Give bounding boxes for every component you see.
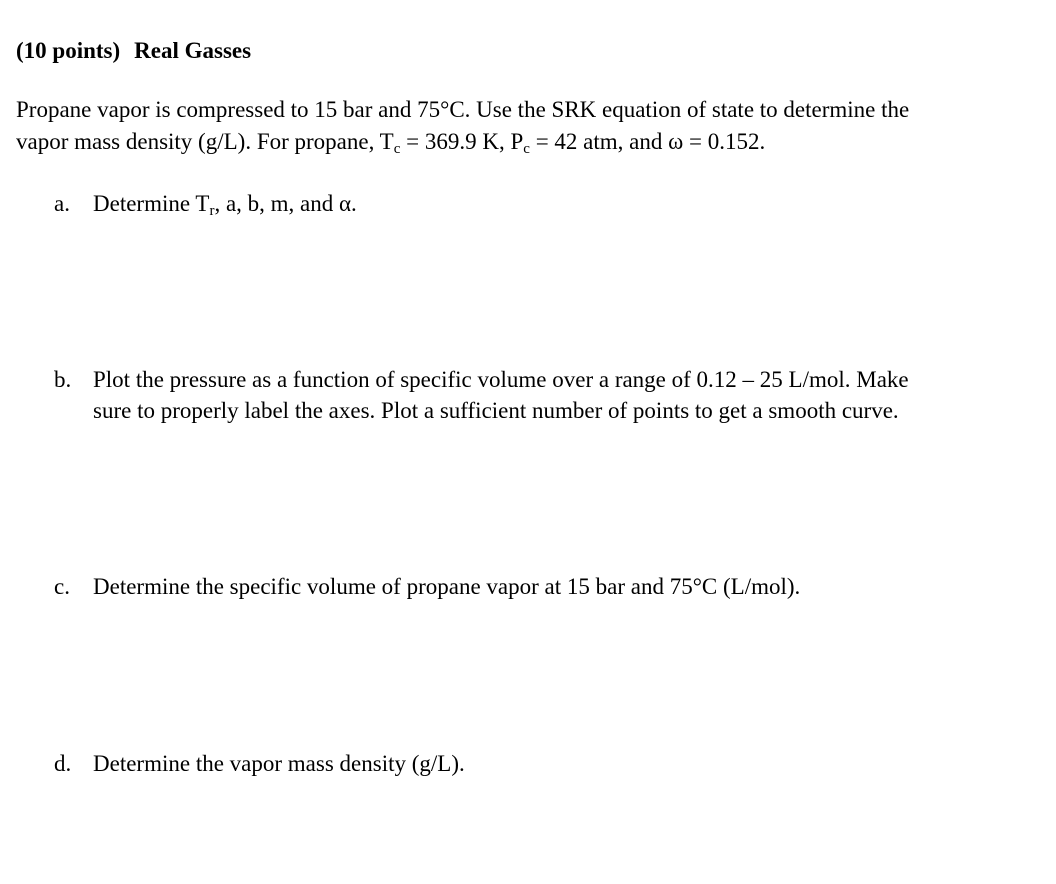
points-label: (10 points) xyxy=(16,38,121,63)
statement-line-1: Propane vapor is compressed to 15 bar and 75°C. Use the SRK equation of state to determine the xyxy=(16,97,910,122)
part-c-text: Determine the specific volume of propane vapor at 15 bar and 75°C (L/mol). xyxy=(93,574,801,599)
problem-statement xyxy=(16,94,909,158)
pc-subscript: c xyxy=(523,141,530,157)
part-b-text xyxy=(93,364,909,426)
part-c-marker: c. xyxy=(54,574,70,599)
problem-heading xyxy=(16,36,251,66)
problem-title: Real Gasses xyxy=(134,38,252,63)
part-d-text: Determine the vapor mass density (g/L). xyxy=(93,751,465,776)
part-b-line-2: sure to properly label the axes. Plot a sufficient number of points to get a smooth curve. xyxy=(93,398,899,423)
part-d-marker: d. xyxy=(54,751,72,776)
part-b-line-1: Plot the pressure as a function of specific volume over a range of 0.12 – 25 L/mol. Make xyxy=(93,367,909,392)
part-b-marker: b. xyxy=(54,367,72,392)
statement-line-2: vapor mass density (g/L). For propane, $T_c = 369.9$ K, $P_c = 42$ atm, and ω = 0.152. xyxy=(16,129,766,157)
tc-subscript: c xyxy=(393,141,401,157)
tr-subscript: r xyxy=(209,203,215,219)
part-a-marker: a. xyxy=(54,191,70,216)
part-a-text: Determine $T_r$, a, b, m, and α. xyxy=(93,191,357,219)
